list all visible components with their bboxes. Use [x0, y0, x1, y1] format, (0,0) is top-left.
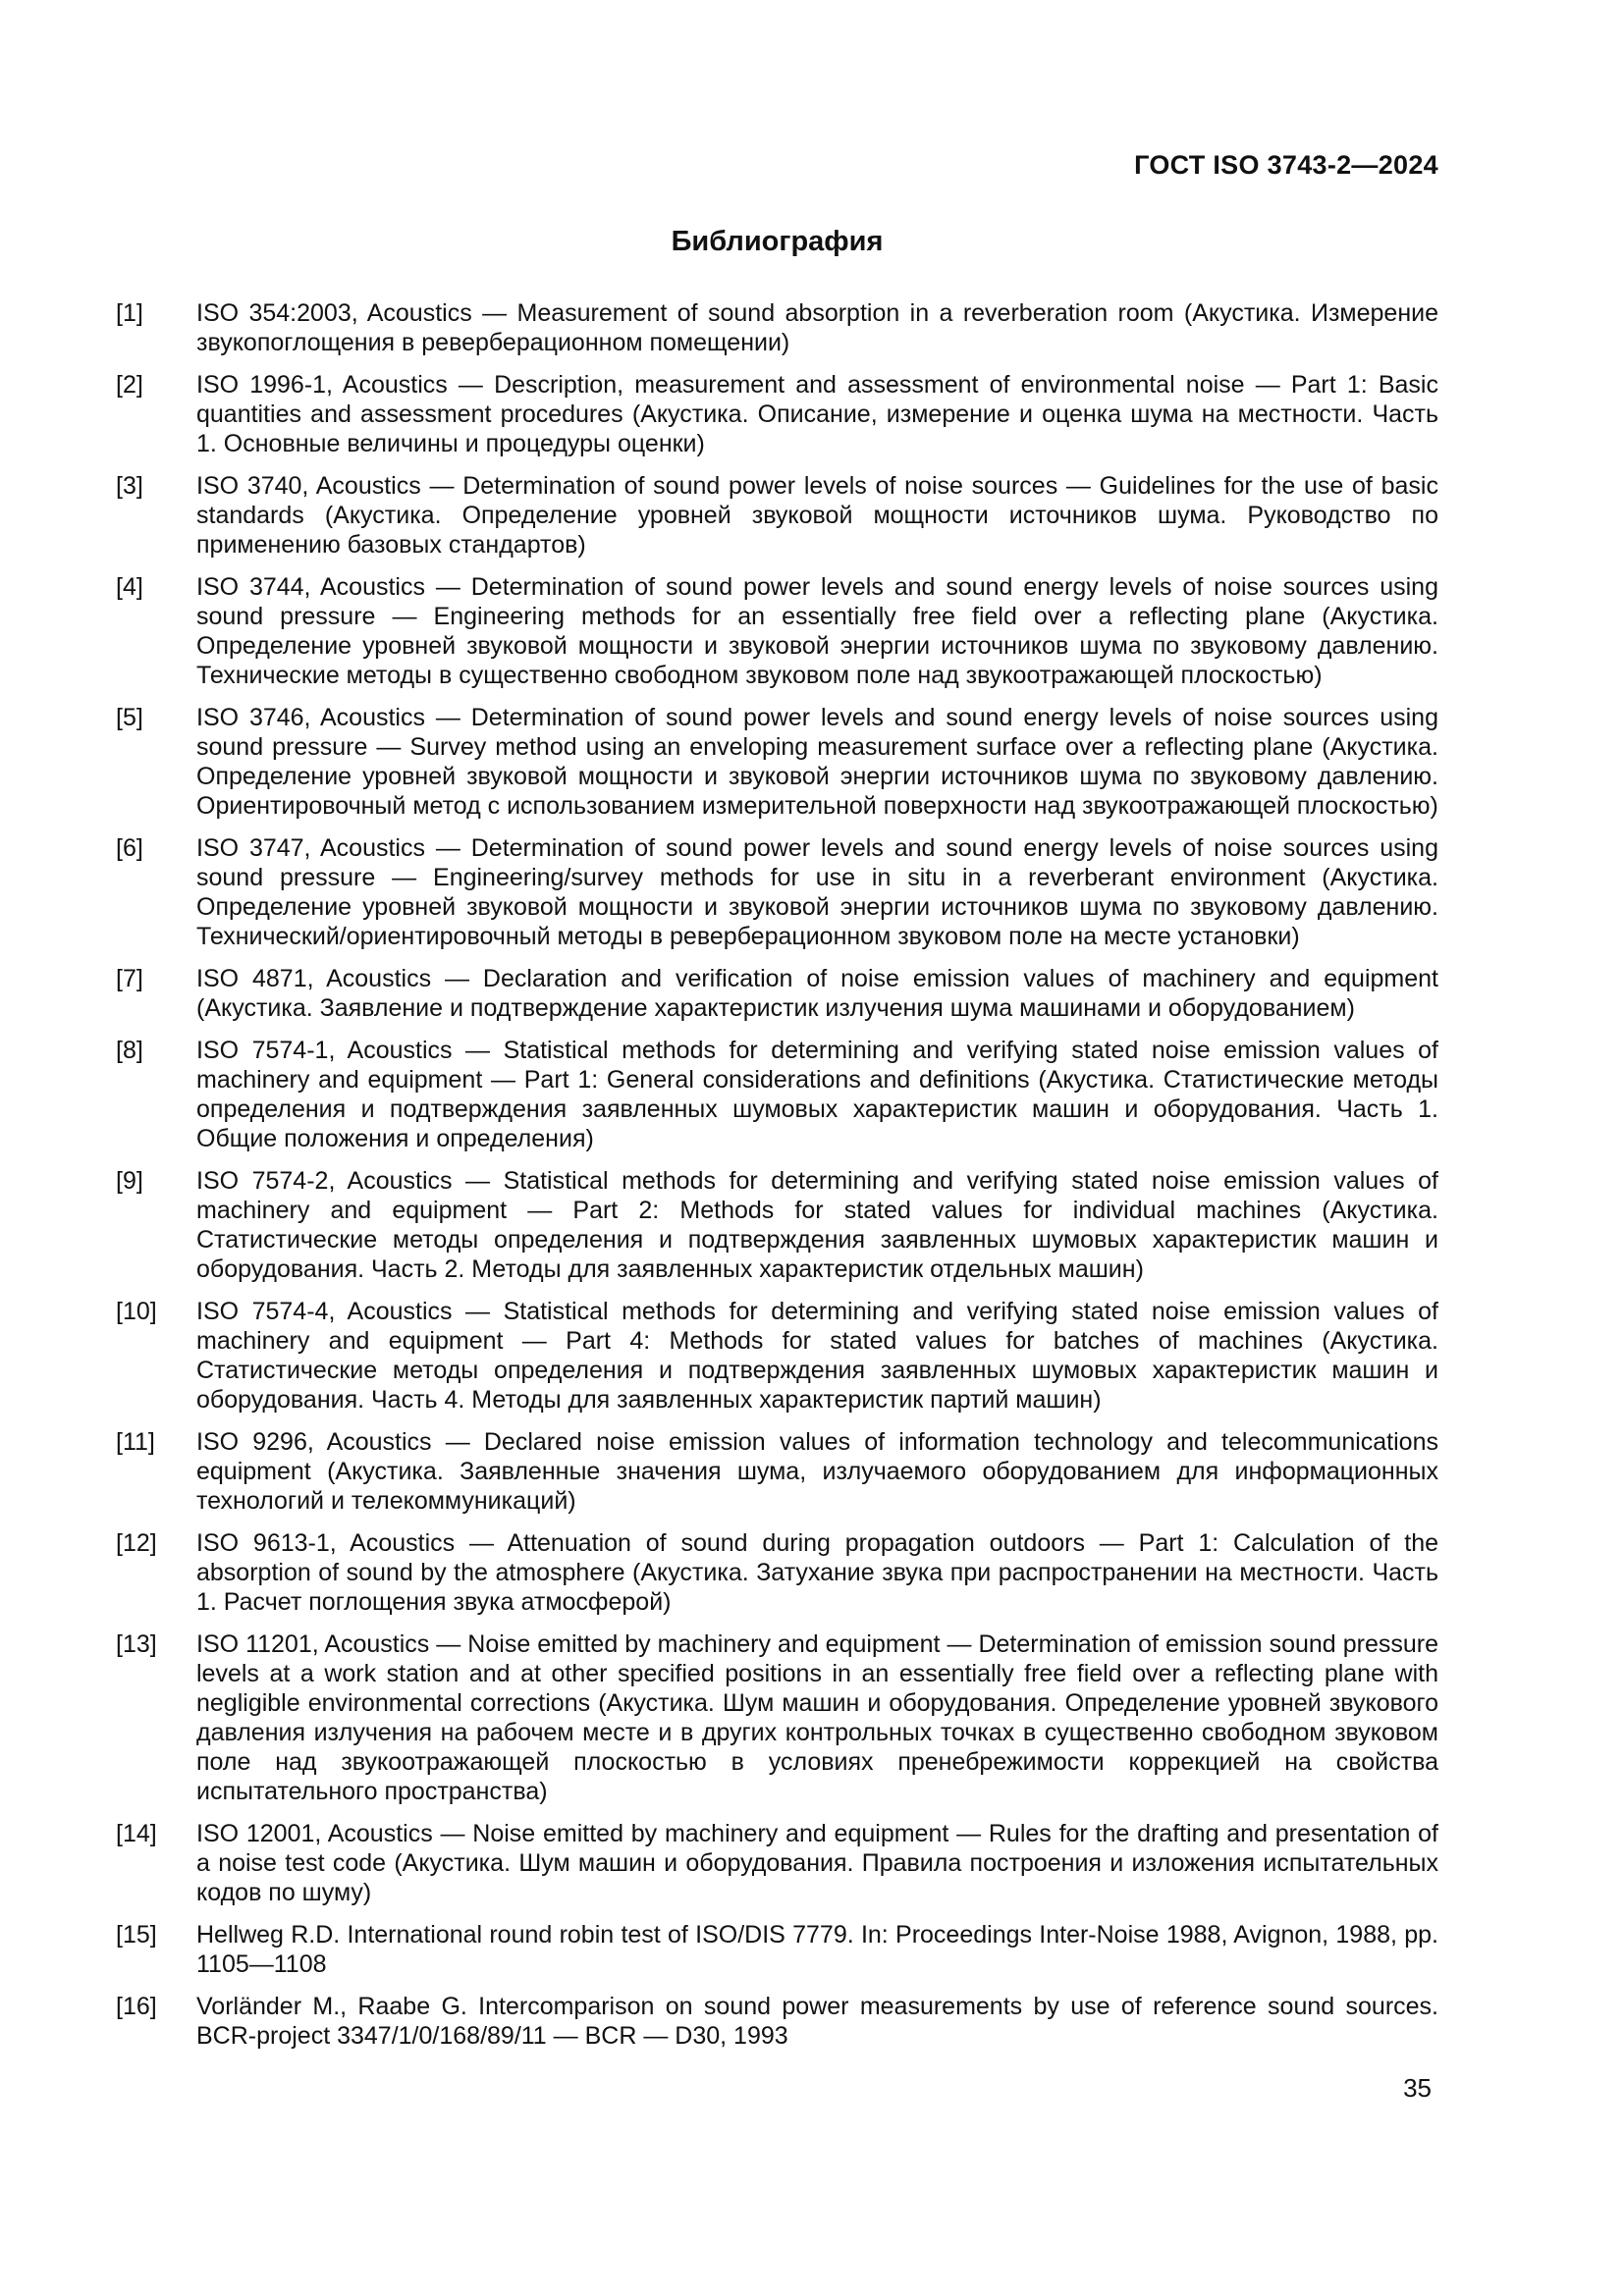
bib-entry-number: [3]	[116, 472, 143, 500]
bib-entry-number: [2]	[116, 371, 143, 399]
bib-entry	[116, 1920, 1438, 1979]
bib-entry	[116, 1528, 1438, 1617]
bib-entry	[116, 1629, 1438, 1806]
bib-entry-text: ISO 9296, Acoustics — Declared noise emission values of information technology and telecommunications equipment (Акустика. Заявленные значения шума, излучаемого оборудованием для информационных технологий и телекоммуникаций)	[196, 1428, 1438, 1515]
bib-entry	[116, 1819, 1438, 1907]
bib-entry-text: ISO 1996-1, Acoustics — Description, measurement and assessment of environmental noise — Part 1: Basic quantities and assessment procedures (Акустика. Описание, измерение и оценка шума на местности. Часть 1. Основные величины и процедуры оценки)	[196, 371, 1438, 457]
page-number: 35	[1403, 2073, 1432, 2103]
bib-entry-text: ISO 9613-1, Acoustics — Attenuation of sound during propagation outdoors — Part 1: Calculation of the absorption of sound by the atmosphere (Акустика. Затухание звука при распространении на местности. Часть 1. Расчет поглощения звука атмосферой)	[196, 1529, 1438, 1616]
bib-entry-number: [13]	[116, 1630, 157, 1658]
section-title: Библиография	[671, 226, 884, 257]
bib-entry-number: [9]	[116, 1167, 143, 1195]
bib-entry-text: ISO 7574-2, Acoustics — Statistical methods for determining and verifying stated noise emission values of machinery and equipment — Part 2: Methods for stated values for individual machines (Акустика. Статистические методы определения и подтверждения заявленных шумовых характеристик машин и оборудования. Часть 2. Методы для заявленных характеристик отдельных машин)	[196, 1167, 1438, 1283]
bib-entry	[116, 1297, 1438, 1415]
bib-entry-text: ISO 3746, Acoustics — Determination of sound power levels and sound energy levels of noise sources using sound pressure — Survey method using an enveloping measurement surface over a reflecting plane (Акустика. Определение уровней звуковой мощности и звуковой энергии источников шума по звуковому давлению. Ориентировочный метод с использованием измерительной поверхности над звукоотражающей плоскостью)	[196, 704, 1438, 820]
bib-entry	[116, 964, 1438, 1023]
bib-entry	[116, 703, 1438, 821]
bib-entry-text: ISO 354:2003, Acoustics — Measurement of sound absorption in a reverberation room (Акустика. Измерение звукопоглощения в реверберационном помещении)	[196, 299, 1438, 356]
bib-entry-text: ISO 7574-4, Acoustics — Statistical methods for determining and verifying stated noise emission values of machinery and equipment — Part 4: Methods for stated values for batches of machines (Акустика. Статистические методы определения и подтверждения заявленных шумовых характеристик машин и оборудования. Часть 4. Методы для заявленных характеристик партий машин)	[196, 1298, 1438, 1414]
bib-entry-text: ISO 3744, Acoustics — Determination of sound power levels and sound energy levels of noise sources using sound pressure — Engineering methods for an essentially free field over a reflecting plane (Акустика. Определение уровней звуковой мощности и звуковой энергии источников шума по звуковому давлению. Технические методы в существенно свободном звуковом поле над звукоотражающей плоскостью)	[196, 573, 1438, 689]
bib-entry	[116, 1992, 1438, 2051]
bibliography-list	[116, 298, 1438, 2051]
bib-entry-text: ISO 3747, Acoustics — Determination of sound power levels and sound energy levels of noise sources using sound pressure — Engineering/survey methods for use in situ in a reverberant environment (Акустика. Определение уровней звуковой мощности и звуковой энергии источников шума по звуковому давлению. Технический/ориентировочный методы в реверберационном звуковом поле на месте установки)	[196, 834, 1438, 950]
bib-entry-number: [8]	[116, 1037, 143, 1064]
bib-entry	[116, 1036, 1438, 1153]
bib-entry-text: ISO 7574-1, Acoustics — Statistical methods for determining and verifying stated noise emission values of machinery and equipment — Part 1: General considerations and definitions (Акустика. Статистические методы определения и подтверждения заявленных шумовых характеристик машин и оборудования. Часть 1. Общие положения и определения)	[196, 1037, 1438, 1152]
bib-entry-number: [5]	[116, 704, 143, 731]
bib-entry	[116, 1427, 1438, 1516]
bib-entry-number: [6]	[116, 834, 143, 862]
bib-entry-number: [14]	[116, 1820, 157, 1847]
bib-entry-number: [12]	[116, 1529, 157, 1557]
bib-entry-number: [4]	[116, 573, 143, 601]
bib-entry-text: ISO 3740, Acoustics — Determination of sound power levels of noise sources — Guidelines for the use of basic standards (Акустика. Определение уровней звуковой мощности источников шума. Руководство по применению базовых стандартов)	[196, 472, 1438, 559]
bib-entry	[116, 833, 1438, 951]
bib-entry-number: [10]	[116, 1298, 157, 1325]
bib-entry	[116, 298, 1438, 357]
bib-entry-text: Vorländer M., Raabe G. Intercomparison on sound power measurements by use of reference sound sources. BCR-project 3347/1/0/168/89/11 — BCR — D30, 1993	[196, 1993, 1438, 2050]
bib-entry	[116, 572, 1438, 690]
bib-entry	[116, 1166, 1438, 1284]
bib-entry-text: Hellweg R.D. International round robin test of ISO/DIS 7779. In: Proceedings Inter-Noise 1988, Avignon, 1988, pp. 1105—1108	[196, 1921, 1438, 1978]
bib-entry-text: ISO 11201, Acoustics — Noise emitted by machinery and equipment — Determination of emission sound pressure levels at a work station and at other specified positions in an essentially free field over a reflecting plane with negligible environmental corrections (Акустика. Шум машин и оборудования. Определение уровней звукового давления излучения на рабочем месте и в других контрольных точках в существенно свободном звуковом поле над звукоотражающей плоскостью в условиях пренебрежимости коррекцией на свойства испытательного пространства)	[196, 1630, 1438, 1805]
standard-designation-header: ГОСТ ISO 3743-2—2024	[1134, 150, 1438, 180]
bib-entry-number: [1]	[116, 299, 143, 327]
bib-entry-text: ISO 4871, Acoustics — Declaration and verification of noise emission values of machinery and equipment (Акустика. Заявление и подтверждение характеристик излучения шума машинами и оборудованием)	[196, 965, 1438, 1022]
bib-entry	[116, 471, 1438, 560]
bib-entry-number: [7]	[116, 965, 143, 992]
bib-entry-number: [11]	[116, 1428, 155, 1456]
bib-entry	[116, 370, 1438, 458]
bib-entry-number: [16]	[116, 1993, 157, 2020]
bib-entry-number: [15]	[116, 1921, 157, 1949]
bib-entry-text: ISO 12001, Acoustics — Noise emitted by machinery and equipment — Rules for the drafting and presentation of a noise test code (Акустика. Шум машин и оборудования. Правила построения и изложения испытательных кодов по шуму)	[196, 1820, 1438, 1906]
